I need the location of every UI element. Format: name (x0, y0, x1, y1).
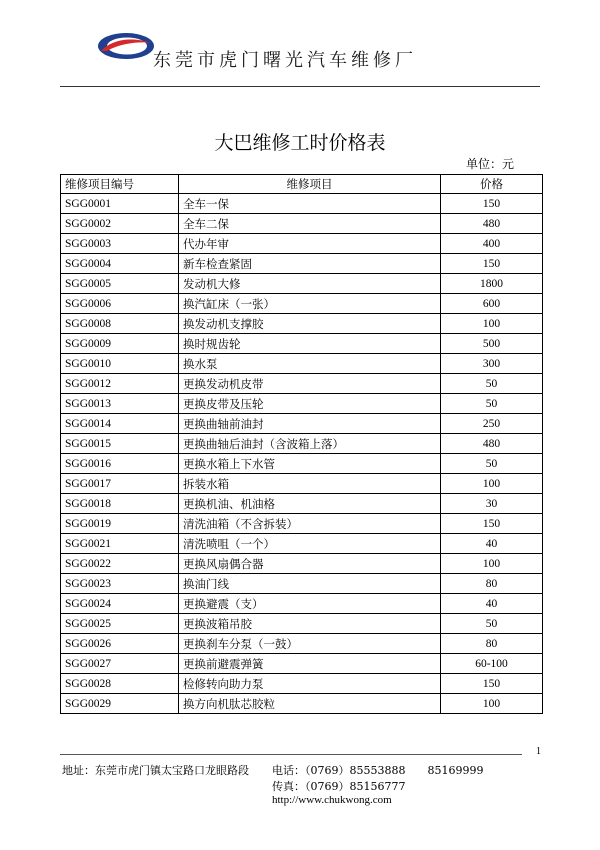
item-name: 更换刹车分泵（一鼓） (179, 634, 441, 654)
item-code: SGG0015 (61, 434, 179, 454)
item-price: 500 (441, 334, 543, 354)
footer-fax: 传真：（0769）85156777 (272, 780, 406, 793)
item-code: SGG0022 (61, 554, 179, 574)
item-name: 换发动机支撑胶 (179, 314, 441, 334)
table-row (61, 394, 543, 414)
item-name: 换汽缸床（一张） (179, 294, 441, 314)
table-header-row (61, 175, 543, 194)
table-row (61, 194, 543, 214)
table-row (61, 534, 543, 554)
table-row (61, 274, 543, 294)
item-price: 80 (441, 574, 543, 594)
item-code: SGG0028 (61, 674, 179, 694)
item-code: SGG0027 (61, 654, 179, 674)
item-name: 代办年审 (179, 234, 441, 254)
table-row (61, 234, 543, 254)
item-code: SGG0010 (61, 354, 179, 374)
table-row (61, 474, 543, 494)
item-price: 480 (441, 214, 543, 234)
item-code: SGG0006 (61, 294, 179, 314)
item-price: 150 (441, 254, 543, 274)
item-price: 150 (441, 514, 543, 534)
item-price: 1800 (441, 274, 543, 294)
item-price: 100 (441, 694, 543, 714)
header-price: 价格 (441, 175, 543, 194)
item-price: 600 (441, 294, 543, 314)
item-price: 100 (441, 314, 543, 334)
footer-divider (60, 754, 522, 755)
item-name: 更换前避震弹簧 (179, 654, 441, 674)
item-code: SGG0018 (61, 494, 179, 514)
table-row (61, 254, 543, 274)
item-name: 新车检查紧固 (179, 254, 441, 274)
item-price: 480 (441, 434, 543, 454)
item-price: 30 (441, 494, 543, 514)
item-price: 40 (441, 534, 543, 554)
item-code: SGG0013 (61, 394, 179, 414)
table-row (61, 214, 543, 234)
item-price: 50 (441, 454, 543, 474)
table-row (61, 494, 543, 514)
item-price: 50 (441, 374, 543, 394)
item-name: 全车一保 (179, 194, 441, 214)
footer-phone: 电话：（0769）85553888 85169999 (272, 764, 484, 777)
item-name: 清洗油箱（不含拆装） (179, 514, 441, 534)
item-code: SGG0008 (61, 314, 179, 334)
company-logo (97, 32, 155, 60)
item-code: SGG0029 (61, 694, 179, 714)
item-name: 更换曲轴前油封 (179, 414, 441, 434)
item-name: 换方向机肽芯胶粒 (179, 694, 441, 714)
footer-address: 地址：东莞市虎门镇太宝路口龙眼路段 (62, 764, 249, 777)
item-price: 40 (441, 594, 543, 614)
table-row (61, 374, 543, 394)
item-name: 拆装水箱 (179, 474, 441, 494)
item-code: SGG0014 (61, 414, 179, 434)
item-name: 更换避震（支） (179, 594, 441, 614)
item-name: 发动机大修 (179, 274, 441, 294)
item-name: 更换皮带及压轮 (179, 394, 441, 414)
item-name: 检修转向助力泵 (179, 674, 441, 694)
table-row (61, 354, 543, 374)
table-row (61, 574, 543, 594)
table-row (61, 634, 543, 654)
header-code: 维修项目编号 (61, 175, 179, 194)
item-code: SGG0025 (61, 614, 179, 634)
table-row (61, 554, 543, 574)
item-price: 50 (441, 394, 543, 414)
item-name: 更换水箱上下水管 (179, 454, 441, 474)
table-row (61, 694, 543, 714)
item-price: 300 (441, 354, 543, 374)
item-name: 更换机油、机油格 (179, 494, 441, 514)
item-code: SGG0012 (61, 374, 179, 394)
item-code: SGG0005 (61, 274, 179, 294)
table-row (61, 434, 543, 454)
item-name: 更换波箱吊胶 (179, 614, 441, 634)
table-row (61, 654, 543, 674)
table-row (61, 594, 543, 614)
table-row (61, 334, 543, 354)
item-name: 换水泵 (179, 354, 441, 374)
item-code: SGG0026 (61, 634, 179, 654)
item-code: SGG0024 (61, 594, 179, 614)
item-code: SGG0016 (61, 454, 179, 474)
item-code: SGG0003 (61, 234, 179, 254)
item-price: 100 (441, 554, 543, 574)
price-table (60, 174, 543, 714)
item-price: 150 (441, 194, 543, 214)
table-row (61, 674, 543, 694)
item-name: 换时规齿轮 (179, 334, 441, 354)
item-price: 80 (441, 634, 543, 654)
item-code: SGG0001 (61, 194, 179, 214)
item-code: SGG0002 (61, 214, 179, 234)
item-name: 全车二保 (179, 214, 441, 234)
page-title: 大巴维修工时价格表 (214, 132, 386, 154)
item-code: SGG0023 (61, 574, 179, 594)
table-row (61, 294, 543, 314)
item-name: 更换风扇偶合器 (179, 554, 441, 574)
item-price: 150 (441, 674, 543, 694)
header-item: 维修项目 (179, 175, 441, 194)
currency-unit: 单位：元 (466, 157, 515, 171)
item-code: SGG0019 (61, 514, 179, 534)
page-number: 1 (536, 746, 541, 757)
table-row (61, 414, 543, 434)
item-price: 100 (441, 474, 543, 494)
item-code: SGG0009 (61, 334, 179, 354)
item-price: 50 (441, 614, 543, 634)
table-row (61, 314, 543, 334)
item-name: 更换曲轴后油封（含波箱上落） (179, 434, 441, 454)
table-row (61, 614, 543, 634)
item-code: SGG0004 (61, 254, 179, 274)
table-row (61, 514, 543, 534)
table-row (61, 454, 543, 474)
company-name: 东莞市虎门曙光汽车维修厂 (153, 50, 417, 71)
item-name: 换油门线 (179, 574, 441, 594)
item-code: SGG0021 (61, 534, 179, 554)
item-price: 400 (441, 234, 543, 254)
item-name: 更换发动机皮带 (179, 374, 441, 394)
header-divider (60, 86, 540, 87)
item-price: 60-100 (441, 654, 543, 674)
item-code: SGG0017 (61, 474, 179, 494)
footer-website-link[interactable]: http://www.chukwong.com (272, 794, 392, 806)
item-price: 250 (441, 414, 543, 434)
item-name: 清洗喷咀（一个） (179, 534, 441, 554)
